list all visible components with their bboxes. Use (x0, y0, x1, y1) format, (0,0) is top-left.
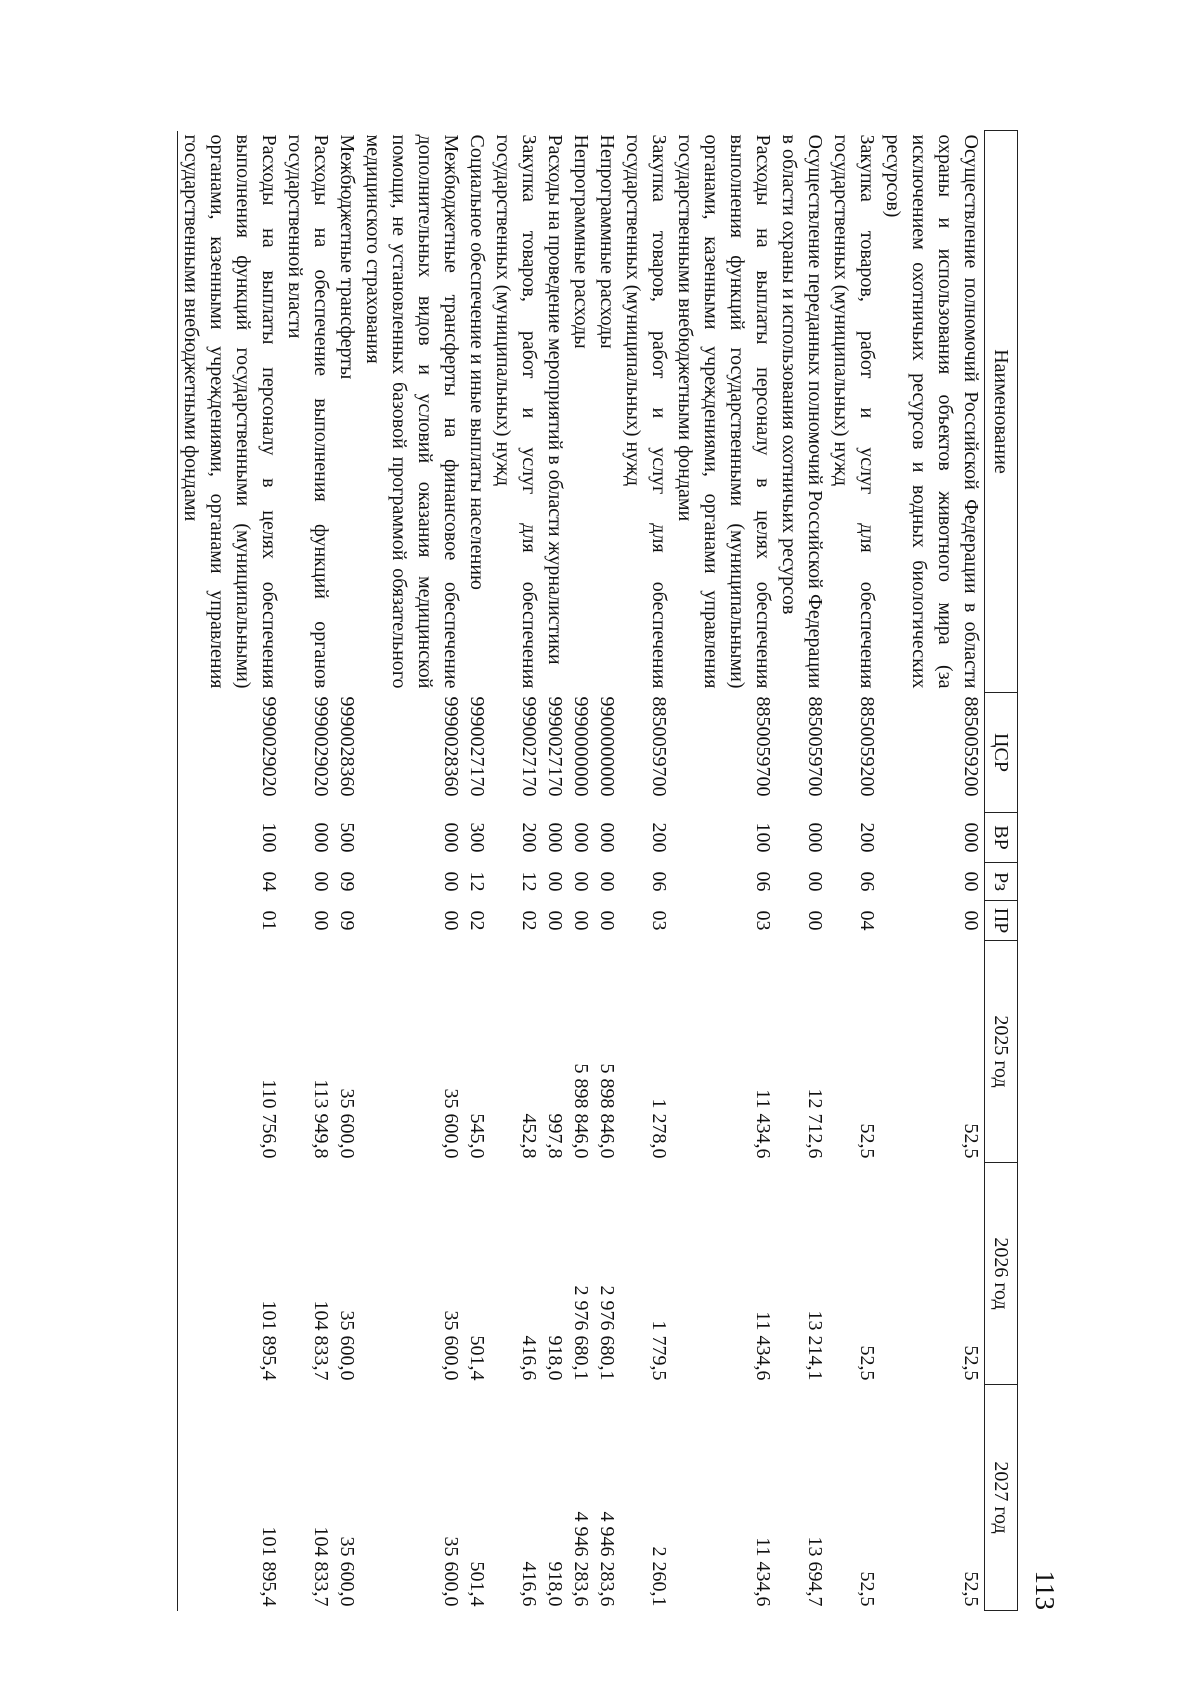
cell-pr: 09 (336, 910, 358, 931)
cell-vr: 000 (960, 822, 982, 853)
cell-2025: 12 712,6 (804, 1088, 826, 1159)
table-row (490, 131, 542, 1611)
table-row (464, 131, 490, 1611)
cell-2025: 52,5 (960, 1123, 982, 1159)
cell-csr: 9990027170 (544, 696, 566, 797)
cell-pr: 03 (648, 910, 670, 931)
cell-pr: 02 (466, 910, 488, 931)
cell-pr: 04 (856, 910, 878, 931)
cell-2027: 501,4 (466, 1561, 488, 1607)
table-row (672, 131, 776, 1611)
cell-vr: 000 (310, 822, 332, 853)
header-2025: 2025 год (985, 941, 1018, 1163)
cell-rz: 06 (856, 871, 878, 892)
cell-2025: 35 600,0 (440, 1088, 462, 1159)
cell-2027: 52,5 (856, 1571, 878, 1607)
cell-pr: 00 (544, 910, 566, 931)
cell-2027: 52,5 (960, 1571, 982, 1607)
cell-vr: 000 (544, 822, 566, 853)
cell-rz: 09 (336, 871, 358, 892)
cell-csr: 8850059700 (804, 696, 826, 797)
cell-2026: 35 600,0 (440, 1310, 462, 1381)
cell-rz: 06 (648, 871, 670, 892)
cell-name: Межбюджетные трансферты на финансовое обеспечение дополнительных видов и условий оказания медицинской помощи, не установленных базовой программой обязательного медицинского страхования (362, 134, 462, 689)
cell-csr: 9990029020 (178, 693, 283, 813)
cell-vr: 300 (466, 822, 488, 853)
cell-name: Расходы на обеспечение выполнения функций органов государственной власти (284, 134, 332, 689)
cell-2025: 1 278,0 (648, 1098, 670, 1159)
table-row (360, 131, 464, 1611)
cell-2025: 35 600,0 (336, 1088, 358, 1159)
cell-vr: 200 (856, 822, 878, 853)
cell-rz: 00 (310, 871, 332, 892)
cell-2025: 113 949,8 (310, 1079, 332, 1159)
table-row (178, 131, 283, 1611)
table-row (282, 131, 334, 1611)
cell-vr: 000 (596, 822, 618, 853)
cell-pr: 01 (178, 901, 283, 941)
cell-name: Социальное обеспечение и иные выплаты населению (466, 134, 488, 590)
cell-pr: 00 (310, 910, 332, 931)
rotated-page (160, 130, 1060, 1610)
cell-vr: 100 (752, 822, 774, 853)
cell-2025: 997,8 (544, 1113, 566, 1159)
cell-2025: 5 898 846,0 (570, 1063, 592, 1159)
header-2026: 2026 год (985, 1163, 1018, 1385)
cell-2027: 13 694,7 (804, 1536, 826, 1607)
cell-rz: 06 (752, 871, 774, 892)
cell-name: Закупка товаров, работ и услуг для обеспечения государственных (муниципальных) нужд (492, 134, 540, 689)
cell-2026: 1 779,5 (648, 1320, 670, 1381)
cell-2027: 104 833,7 (310, 1526, 332, 1607)
table-row (542, 131, 568, 1611)
table-row (880, 131, 985, 1611)
cell-2026: 501,4 (466, 1335, 488, 1381)
cell-2026: 101 895,4 (178, 1163, 283, 1385)
cell-2026: 11 434,6 (752, 1311, 774, 1381)
cell-vr: 200 (648, 822, 670, 853)
cell-csr: 9900000000 (596, 696, 618, 797)
cell-2027: 2 260,1 (648, 1546, 670, 1607)
cell-rz: 12 (518, 871, 540, 892)
cell-2026: 2 976 680,1 (596, 1285, 618, 1381)
header-vr: ВР (985, 813, 1018, 863)
budget-table (177, 130, 1018, 1611)
cell-name: Непрограммные расходы (596, 134, 618, 349)
cell-name: Закупка товаров, работ и услуг для обеспечения государственных (муниципальных) нужд (622, 134, 670, 689)
cell-csr: 8850059700 (648, 696, 670, 797)
cell-csr: 8850059700 (752, 696, 774, 797)
cell-name: Расходы на проведение мероприятий в области журналистики (544, 134, 566, 665)
cell-2027: 101 895,4 (178, 1385, 283, 1611)
cell-2027: 11 434,6 (752, 1537, 774, 1607)
cell-pr: 00 (960, 910, 982, 931)
cell-2027: 35 600,0 (336, 1536, 358, 1607)
cell-name: Межбюджетные трансферты (336, 134, 358, 380)
cell-rz: 04 (178, 863, 283, 901)
table-row (334, 131, 360, 1611)
cell-name: Закупка товаров, работ и услуг для обеспечения государственных (муниципальных) нужд (830, 134, 878, 689)
cell-vr: 000 (440, 822, 462, 853)
cell-csr: 9990027170 (518, 696, 540, 797)
cell-2025: 11 434,6 (752, 1089, 774, 1159)
cell-name: Расходы на выплаты персоналу в целях обеспечения выполнения функций государственными (муниципальными) органами, казенными учреждениями, органами управления государственными внебюджетными фондами (674, 134, 774, 689)
header-name: Наименование (985, 131, 1018, 693)
cell-2025: 110 756,0 (178, 941, 283, 1163)
cell-csr: 9990029020 (310, 696, 332, 797)
cell-csr: 8850059200 (960, 696, 982, 797)
cell-2026: 104 833,7 (310, 1300, 332, 1381)
cell-vr: 000 (570, 822, 592, 853)
header-2027: 2027 год (985, 1385, 1018, 1611)
cell-rz: 12 (466, 871, 488, 892)
cell-rz: 00 (570, 871, 592, 892)
cell-2025: 545,0 (466, 1113, 488, 1159)
cell-2026: 35 600,0 (336, 1310, 358, 1381)
cell-vr: 500 (336, 822, 358, 853)
cell-pr: 00 (596, 910, 618, 931)
cell-pr: 00 (440, 910, 462, 931)
cell-rz: 00 (804, 871, 826, 892)
cell-rz: 00 (544, 871, 566, 892)
cell-pr: 00 (570, 910, 592, 931)
cell-2025: 52,5 (856, 1123, 878, 1159)
cell-2025: 452,8 (518, 1113, 540, 1159)
cell-name: Расходы на выплаты персоналу в целях обеспечения выполнения функций государственными (муниципальными) органами, казенными учреждениями, органами управления государственными внебюджетными фондами (178, 131, 283, 693)
cell-2027: 35 600,0 (440, 1536, 462, 1607)
cell-name: Осуществление полномочий Российской Федерации в области охраны и использования объектов животного мира (за исключением охотничьих ресурсов и водных биологических ресурсов) (882, 134, 982, 689)
cell-csr: 9990028360 (440, 696, 462, 797)
cell-vr: 200 (518, 822, 540, 853)
cell-csr: 9990028360 (336, 696, 358, 797)
cell-pr: 00 (804, 910, 826, 931)
cell-csr: 9990000000 (570, 696, 592, 797)
table-row (828, 131, 880, 1611)
cell-2026: 52,5 (856, 1345, 878, 1381)
cell-name: Непрограммные расходы (570, 134, 592, 349)
cell-2026: 2 976 680,1 (570, 1285, 592, 1381)
cell-2027: 416,6 (518, 1561, 540, 1607)
cell-csr: 9990027170 (466, 696, 488, 797)
table-row (594, 131, 620, 1611)
cell-2026: 52,5 (960, 1345, 982, 1381)
cell-2027: 4 946 283,6 (570, 1511, 592, 1607)
page-number: 113 (1030, 1570, 1060, 1610)
cell-pr: 02 (518, 910, 540, 931)
cell-pr: 03 (752, 910, 774, 931)
cell-csr: 8850059200 (856, 696, 878, 797)
header-pr: ПР (985, 901, 1018, 941)
table-row (776, 131, 828, 1611)
cell-rz: 00 (596, 871, 618, 892)
cell-2026: 416,6 (518, 1335, 540, 1381)
cell-rz: 00 (960, 871, 982, 892)
cell-name: Осуществление переданных полномочий Российской Федерации в области охраны и использования охотничьих ресурсов (778, 134, 826, 689)
cell-2027: 918,0 (544, 1561, 566, 1607)
cell-rz: 00 (440, 871, 462, 892)
table-row (568, 131, 594, 1611)
table-header (985, 131, 1018, 1611)
cell-vr: 000 (804, 822, 826, 853)
cell-vr: 100 (178, 813, 283, 863)
table-row (620, 131, 672, 1611)
cell-2026: 918,0 (544, 1335, 566, 1381)
cell-2025: 5 898 846,0 (596, 1063, 618, 1159)
header-csr: ЦСР (985, 693, 1018, 813)
table-body (178, 131, 985, 1611)
cell-2027: 4 946 283,6 (596, 1511, 618, 1607)
header-rz: Рз (985, 863, 1018, 901)
cell-2026: 13 214,1 (804, 1310, 826, 1381)
